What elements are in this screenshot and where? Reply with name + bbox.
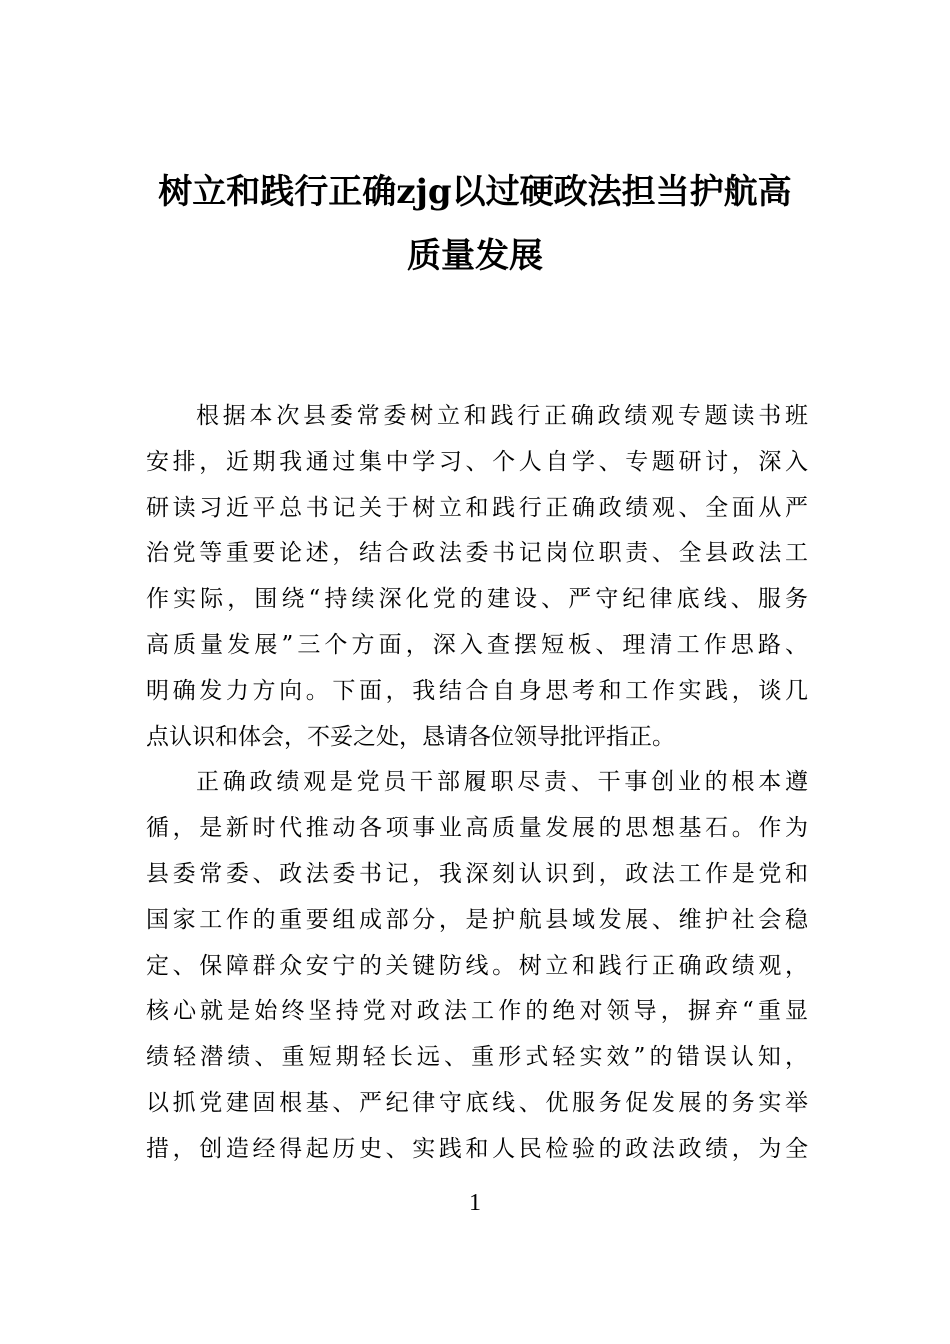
document-body: [146, 394, 808, 1173]
page-number: 1: [469, 1190, 481, 1216]
paragraph-2-line-5: 定、保障群众安宁的关键防线。树立和践行正确政绩观，: [146, 952, 808, 979]
paragraph-1-line-4: 治党等重要论述，结合政法委书记岗位职责、全县政法工: [146, 540, 808, 567]
paragraph-2-line-3: 县委常委、政法委书记，我深刻认识到，政法工作是党和: [146, 860, 808, 887]
paragraph-2-line-1: 正确政绩观是党员干部履职尽责、干事创业的根本遵: [196, 769, 808, 796]
paragraph-2-line-9: 措，创造经得起历史、实践和人民检验的政法政绩，为全: [146, 1135, 808, 1162]
title-line-2: 质量发展: [407, 236, 543, 276]
title-line-1: 树立和践行正确zjg以过硬政法担当护航高: [158, 172, 792, 212]
paragraph-2-line-7: 绩轻潜绩、重短期轻长远、重形式轻实效”的错误认知，: [146, 1044, 808, 1071]
paragraph-1-line-7: 明确发力方向。下面，我结合自身思考和工作实践，谈几: [146, 677, 808, 704]
paragraph-2-line-2: 循，是新时代推动各项事业高质量发展的思想基石。作为: [146, 815, 808, 842]
paragraph-2-line-8: 以抓党建固根基、严纪律守底线、优服务促发展的务实举: [146, 1089, 808, 1116]
document-title: [120, 160, 830, 288]
paragraph-1-line-8: 点认识和体会，不妥之处，恳请各位领导批评指正。: [146, 723, 675, 750]
paragraph-2-line-6: 核心就是始终坚持党对政法工作的绝对领导，摒弃“重显: [146, 998, 808, 1025]
paragraph-1-line-1: 根据本次县委常委树立和践行正确政绩观专题读书班: [196, 403, 808, 429]
paragraph-2-line-4: 国家工作的重要组成部分，是护航县域发展、维护社会稳: [146, 906, 808, 933]
paragraph-1-line-2: 安排，近期我通过集中学习、个人自学、专题研讨，深入: [146, 448, 808, 475]
paragraph-1-line-5: 作实际，围绕“持续深化党的建设、严守纪律底线、服务: [146, 586, 808, 613]
paragraph-1-line-3: 研读习近平总书记关于树立和践行正确政绩观、全面从严: [146, 494, 808, 521]
paragraph-1-line-6: 高质量发展”三个方面，深入查摆短板、理清工作思路、: [146, 631, 808, 658]
